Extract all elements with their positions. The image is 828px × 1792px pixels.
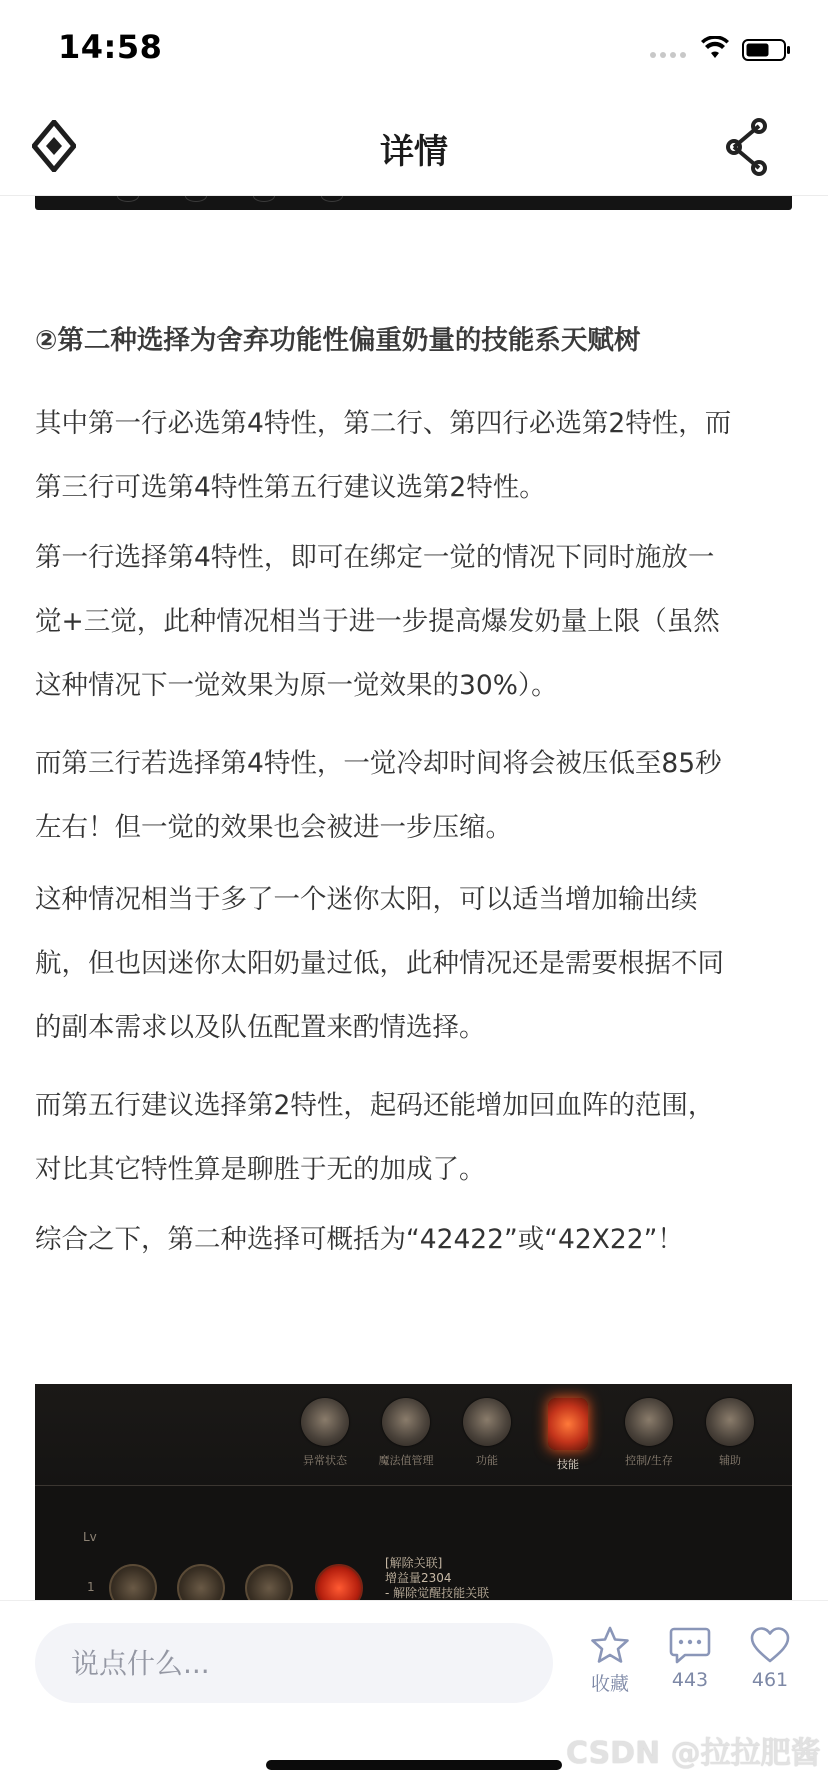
comment-input[interactable] — [35, 1623, 553, 1703]
share-icon[interactable] — [724, 118, 770, 176]
heart-icon — [749, 1625, 791, 1665]
game-tab-skill: 技能 — [533, 1398, 603, 1472]
article-paragraph — [35, 1208, 795, 1272]
article-paragraph — [35, 868, 795, 1060]
paragraph-line: 综合之下，第二种选择可概括为“42422”或“42X22”！ — [35, 1224, 684, 1255]
game-tab-status: 异常状态 — [290, 1398, 360, 1468]
page-title: 详情 — [380, 132, 448, 172]
skill-node-icon — [109, 1564, 157, 1600]
paragraph-line: 而第三行若选择第4特性，一觉冷却时间将会被压低至85秒 — [35, 748, 722, 779]
cellular-signal-icon — [650, 52, 686, 58]
star-icon — [590, 1625, 630, 1665]
comment-count: 443 — [671, 1669, 709, 1691]
article-paragraph — [35, 392, 795, 520]
paragraph-line: 航，但也因迷你太阳奶量过低，此种情况还是需要根据不同 — [35, 948, 724, 979]
game-tab-bar — [35, 1384, 792, 1486]
status-effect-icon — [301, 1398, 349, 1446]
article-paragraph — [35, 526, 795, 718]
article-image-top — [35, 196, 792, 210]
game-tab-function: 功能 — [452, 1398, 522, 1468]
status-bar — [0, 0, 828, 98]
status-time: 14:58 — [58, 28, 163, 66]
comment-button[interactable] — [658, 1625, 722, 1691]
paragraph-line: 这种情况下一觉效果为原一觉效果的30%）。 — [35, 670, 558, 701]
like-count: 461 — [751, 1669, 789, 1691]
paragraph-line: 这种情况相当于多了一个迷你太阳，可以适当增加输出续 — [35, 884, 698, 915]
article-image-skill-tree[interactable] — [35, 1384, 792, 1600]
battery-icon — [742, 39, 792, 61]
row-number: 1 — [87, 1580, 95, 1594]
plus-support-icon — [706, 1398, 754, 1446]
favorite-label: 收藏 — [590, 1673, 629, 1695]
mana-gear-icon — [382, 1398, 430, 1446]
skill-book-icon — [548, 1398, 588, 1450]
home-indicator[interactable] — [266, 1760, 562, 1770]
whirlwind-icon — [625, 1398, 673, 1446]
like-button[interactable] — [738, 1625, 802, 1691]
paragraph-line: 第一行选择第4特性，即可在绑定一觉的情况下同时施放一 — [35, 542, 715, 573]
skill-node-icon — [245, 1564, 293, 1600]
paragraph-line: 的副本需求以及队伍配置来酌情选择。 — [35, 1012, 486, 1043]
article-paragraph — [35, 1074, 795, 1202]
skill-node-selected-icon — [315, 1564, 363, 1600]
article-subheading: ②第二种选择为舍弃功能性偏重奶量的技能系天赋树 — [35, 325, 641, 356]
paragraph-line: 其中第一行必选第4特性，第二行、第四行必选第2特性，而 — [35, 408, 732, 439]
skill-tooltip: [解除关联] 增益量2304 - 解除觉醒技能关联 — [385, 1556, 490, 1600]
skill-node-icon — [177, 1564, 225, 1600]
game-tab-control: 控制/生存 — [614, 1398, 684, 1468]
paragraph-line: 对比其它特性算是聊胜于无的加成了。 — [35, 1154, 486, 1185]
watermark: CSDN @拉拉肥酱 — [566, 1736, 821, 1771]
wifi-icon — [700, 36, 730, 60]
game-tab-support: 辅助 — [695, 1398, 765, 1468]
shield-icon — [463, 1398, 511, 1446]
article-paragraph — [35, 732, 795, 860]
game-tab-mana: 魔法值管理 — [371, 1398, 441, 1468]
paragraph-line: 而第五行建议选择第2特性，起码还能增加回血阵的范围， — [35, 1090, 715, 1121]
favorite-button[interactable] — [578, 1625, 642, 1696]
paragraph-line: 觉+三觉，此种情况相当于进一步提高爆发奶量上限（虽然 — [35, 606, 720, 637]
paragraph-line: 左右！但一觉的效果也会被进一步压缩。 — [35, 812, 512, 843]
paragraph-line: 第三行可选第4特性第五行建议选第2特性。 — [35, 472, 546, 503]
level-label: Lv — [83, 1530, 97, 1544]
comment-bubble-icon — [669, 1625, 711, 1665]
navigation-bar — [0, 98, 828, 196]
